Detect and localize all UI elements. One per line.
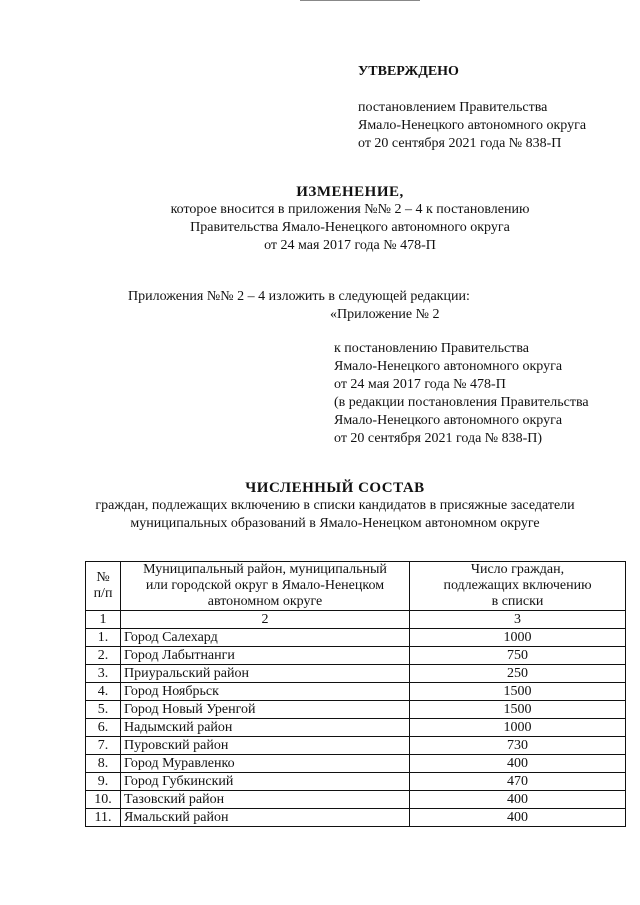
table-row <box>86 629 626 647</box>
header-count <box>410 562 626 611</box>
row-num-cell: 5. <box>86 701 121 719</box>
header-count-line: подлежащих включению <box>443 578 592 593</box>
change-block <box>120 183 580 255</box>
appendix-line: Ямало-Ненецкого автономного округа <box>334 413 563 428</box>
composition-subtitle-line: граждан, подлежащих включению в списки кандидатов в присяжные заседатели <box>95 498 575 513</box>
row-num-cell: 2. <box>86 647 121 665</box>
index-cell: 1 <box>86 611 121 629</box>
header-num <box>86 562 121 611</box>
row-count-cell: 1000 <box>410 719 626 737</box>
row-num-cell: 6. <box>86 719 121 737</box>
row-name-cell: Приуральский район <box>121 665 410 683</box>
header-num-line: п/п <box>93 586 113 601</box>
change-title: ИЗМЕНЕНИЕ, <box>296 184 404 200</box>
table-row <box>86 809 626 827</box>
appendix-line: к постановлению Правительства <box>334 341 530 356</box>
composition-title: ЧИСЛЕННЫЙ СОСТАВ <box>245 480 425 496</box>
row-name-cell: Надымский район <box>121 719 410 737</box>
index-cell: 3 <box>410 611 626 629</box>
appendix-line: от 24 мая 2017 года № 478-П <box>334 377 506 392</box>
row-num-cell: 3. <box>86 665 121 683</box>
composition-block <box>60 479 610 533</box>
header-name <box>121 562 410 611</box>
approval-line: от 20 сентября 2021 года № 838-П <box>358 136 562 151</box>
row-count-cell: 1500 <box>410 701 626 719</box>
change-line: которое вносится в приложения №№ 2 – 4 к постановлению <box>170 202 530 217</box>
table-row <box>86 773 626 791</box>
index-cell: 2 <box>121 611 410 629</box>
table-row <box>86 791 626 809</box>
row-name-cell: Тазовский район <box>121 791 410 809</box>
row-name-cell: Город Ноябрьск <box>121 683 410 701</box>
table-row <box>86 683 626 701</box>
row-num-cell: 4. <box>86 683 121 701</box>
approval-line: постановлением Правительства <box>358 100 548 115</box>
header-name-line: или городской округ в Ямало-Ненецком <box>145 578 385 593</box>
instruction-text: Приложения №№ 2 – 4 изложить в следующей редакции: <box>128 289 470 304</box>
table-row <box>86 665 626 683</box>
row-count-cell: 470 <box>410 773 626 791</box>
header-name-line: автономном округе <box>207 594 323 609</box>
row-count-cell: 400 <box>410 809 626 827</box>
table-row <box>86 719 626 737</box>
header-count-line: Число граждан, <box>470 562 565 577</box>
row-count-cell: 1000 <box>410 629 626 647</box>
appendix-line: Ямало-Ненецкого автономного округа <box>334 359 563 374</box>
appendix-title: «Приложение № 2 <box>330 307 440 322</box>
table-row <box>86 755 626 773</box>
row-count-cell: 400 <box>410 791 626 809</box>
change-line: Правительства Ямало-Ненецкого автономного округа <box>190 220 510 235</box>
row-count-cell: 250 <box>410 665 626 683</box>
row-name-cell: Ямальский район <box>121 809 410 827</box>
table-index-row <box>86 611 626 629</box>
top-edge-line <box>300 0 420 1</box>
approval-line: Ямало-Ненецкого автономного округа <box>358 118 587 133</box>
composition-subtitle-line: муниципальных образований в Ямало-Ненецком автономном округе <box>130 516 540 531</box>
table-header-row <box>86 562 626 611</box>
row-count-cell: 400 <box>410 755 626 773</box>
approval-block <box>358 99 628 153</box>
approved-heading: УТВЕРЖДЕНО <box>358 64 459 79</box>
row-count-cell: 1500 <box>410 683 626 701</box>
row-name-cell: Пуровский район <box>121 737 410 755</box>
appendix-line: (в редакции постановления Правительства <box>334 395 589 410</box>
row-num-cell: 9. <box>86 773 121 791</box>
appendix-line: от 20 сентября 2021 года № 838-П) <box>334 431 543 446</box>
row-name-cell: Город Новый Уренгой <box>121 701 410 719</box>
table-row <box>86 737 626 755</box>
row-num-cell: 1. <box>86 629 121 647</box>
row-num-cell: 10. <box>86 791 121 809</box>
appendix-block <box>334 340 624 448</box>
change-line: от 24 мая 2017 года № 478-П <box>264 238 436 253</box>
row-count-cell: 730 <box>410 737 626 755</box>
composition-table <box>85 561 626 827</box>
row-num-cell: 11. <box>86 809 121 827</box>
row-count-cell: 750 <box>410 647 626 665</box>
header-name-line: Муниципальный район, муниципальный <box>143 562 387 577</box>
header-count-line: в списки <box>491 594 544 609</box>
row-name-cell: Город Муравленко <box>121 755 410 773</box>
row-num-cell: 8. <box>86 755 121 773</box>
header-num-line: № <box>96 570 110 585</box>
table-row <box>86 701 626 719</box>
row-name-cell: Город Лабытнанги <box>121 647 410 665</box>
row-name-cell: Город Салехард <box>121 629 410 647</box>
table-row <box>86 647 626 665</box>
row-num-cell: 7. <box>86 737 121 755</box>
row-name-cell: Город Губкинский <box>121 773 410 791</box>
